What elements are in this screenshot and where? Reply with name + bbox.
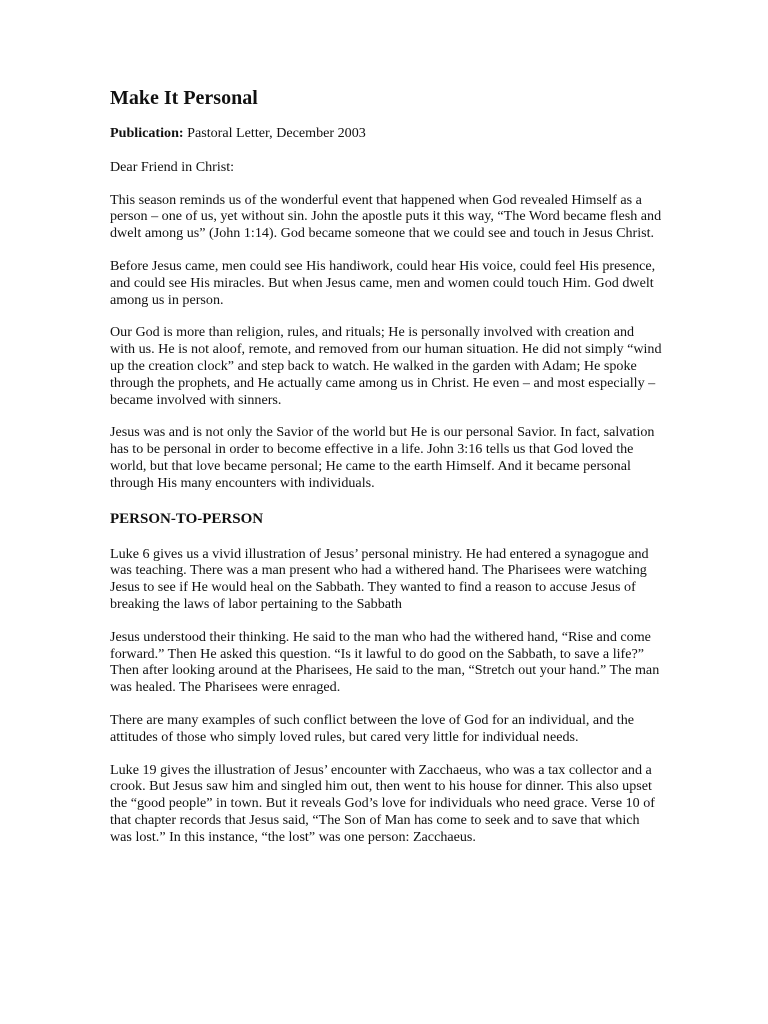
document-page: [110, 86, 662, 862]
salutation: Dear Friend in Christ:: [110, 158, 235, 175]
paragraph: Jesus was and is not only the Savior of the world but He is our personal Savior. In fact, salvation has to be personal in order to become effective in a life. John 3:16 tells us that God loved the world, but that love became personal; He came to the earth Himself. And it became personal through His many encounters with individuals.: [110, 424, 655, 491]
publication-line: [110, 125, 662, 142]
section-heading: PERSON-TO-PERSON: [110, 510, 264, 527]
publication-value: Pastoral Letter, December 2003: [183, 125, 366, 141]
document-title: Make It Personal: [110, 87, 258, 109]
paragraph: Before Jesus came, men could see His handiwork, could hear His voice, could feel His presence, and could see His miracles. But when Jesus came, men and women could touch Him. God dwelt among us in person.: [110, 257, 656, 308]
publication-label: Publication:: [110, 125, 184, 141]
paragraph: Our God is more than religion, rules, and rituals; He is personally involved with creation and with us. He is not aloof, remote, and removed from our human situation. He did not simply “wind up the creation clock” and step back to watch. He walked in the garden with Adam; He spoke through the prophets, and He actually came among us in Christ. He even – and most especially – became involved with sinners.: [110, 324, 662, 408]
paragraph: Jesus understood their thinking. He said to the man who had the withered hand, “Rise and come forward.” Then He asked this question. “Is it lawful to do good on the Sabbath, to save a life?” Then after looking around at the Pharisees, He said to the man, “Stretch out your hand.” The man was healed. The Pharisees were enraged.: [110, 628, 660, 696]
paragraph: Luke 6 gives us a vivid illustration of Jesus’ personal ministry. He had entered a synagogue and was teaching. There was a man present who had a withered hand. The Pharisees were watching Jesus to see if He would heal on the Sabbath. They wanted to find a reason to accuse Jesus of breaking the laws of labor pertaining to the Sabbath: [110, 545, 649, 612]
paragraph: Luke 19 gives the illustration of Jesus’ encounter with Zacchaeus, who was a tax collector and a crook. But Jesus saw him and singled him out, then went to his house for dinner. This also upset the “good people” in town. But it reveals God’s love for individuals who need grace. Verse 10 of that chapter records that Jesus said, “The Son of Man has come to seek and to save that which was lost.” In this instance, “the lost” was one person: Zacchaeus.: [110, 761, 655, 845]
paragraph: There are many examples of such conflict between the love of God for an individual, and the attitudes of those who simply loved rules, but cared very little for individual needs.: [110, 711, 635, 745]
paragraph: This season reminds us of the wonderful event that happened when God revealed Himself as a person – one of us, yet without sin. John the apostle puts it this way, “The Word became flesh and dwelt among us” (John 1:14). God became someone that we could see and touch in Jesus Christ.: [110, 191, 662, 242]
